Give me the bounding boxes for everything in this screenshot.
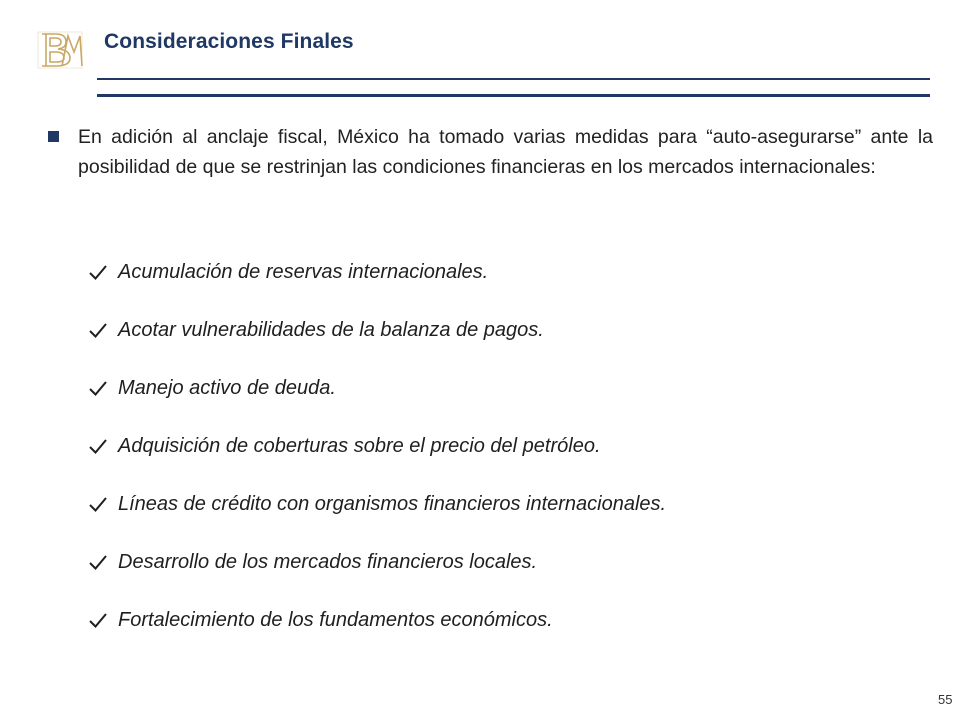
checkmark-icon — [88, 610, 108, 630]
checkmark-icon — [88, 378, 108, 398]
checklist-item — [88, 417, 928, 475]
checklist-item — [88, 359, 928, 417]
checklist-item-text: Acotar vulnerabilidades de la balanza de pagos. — [118, 318, 544, 341]
page-title: Consideraciones Finales — [104, 30, 354, 53]
checkmark-icon — [88, 320, 108, 340]
checkmark-icon — [88, 552, 108, 572]
measures-checklist — [88, 243, 928, 649]
checklist-item-text: Manejo activo de deuda. — [118, 376, 336, 399]
banco-de-mexico-logo-icon — [32, 26, 88, 74]
checklist-item — [88, 301, 928, 359]
page-number: 55 — [938, 692, 953, 707]
intro-text: En adición al anclaje fiscal, México ha tomado varias medidas para “auto-asegurarse” ante la posibilidad de que se restrinjan las condiciones financieras en los mercados internacionales: — [78, 126, 933, 178]
checklist-item — [88, 591, 928, 649]
checklist-item — [88, 533, 928, 591]
checklist-item-text: Acumulación de reservas internacionales. — [118, 260, 489, 283]
checkmark-icon — [88, 262, 108, 282]
checklist-item-text: Líneas de crédito con organismos financieros internacionales. — [118, 492, 667, 515]
checklist-item-text: Adquisición de coberturas sobre el precio del petróleo. — [118, 434, 601, 457]
header-divider-thick — [97, 94, 930, 97]
checklist-item-text: Desarrollo de los mercados financieros locales. — [118, 550, 538, 573]
checkmark-icon — [88, 436, 108, 456]
checklist-item — [88, 243, 928, 301]
checkmark-icon — [88, 494, 108, 514]
header-divider-thin — [97, 78, 930, 80]
square-bullet-icon — [48, 131, 59, 142]
checklist-item-text: Fortalecimiento de los fundamentos económicos. — [118, 608, 553, 631]
checklist-item — [88, 475, 928, 533]
intro-bullet — [48, 122, 933, 182]
